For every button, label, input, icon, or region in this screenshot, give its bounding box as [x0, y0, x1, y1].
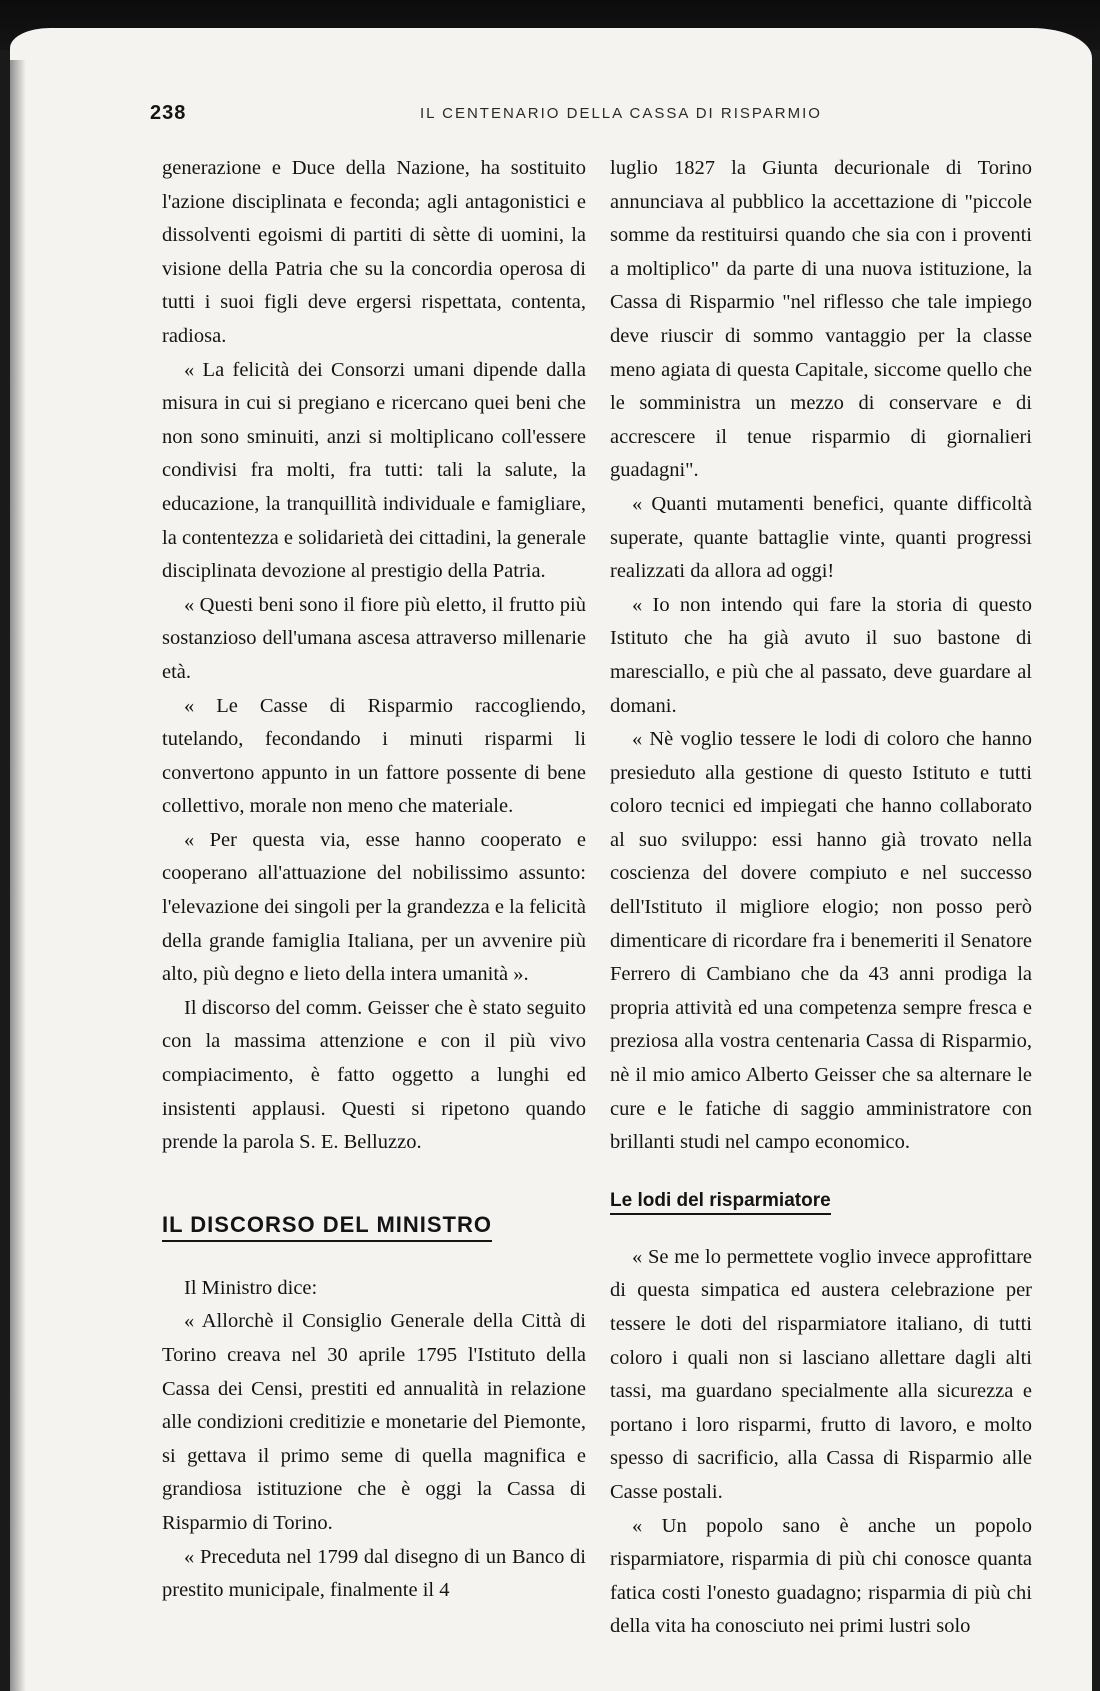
subsection-heading: Le lodi del risparmiatore [610, 1190, 831, 1215]
paragraph: « Le Casse di Risparmio raccogliendo, tutelando, fecondando i minuti risparmi li convertono appunto in un fattore possente di bene collettivo, morale non meno che materiale. [162, 694, 586, 818]
paragraph: « Se me lo permettete voglio invece approfittare di questa simpatica ed austera celebrazione per tessere le doti del risparmiatore italiano, di tutti coloro i quali non si lasciano allettare dagli alti tassi, ma guardano specialmente alla sicurezza e portano i loro risparmi, frutto di lavoro, e molto spesso di sacrificio, alla Cassa di Risparmio alle Casse postali. [610, 1245, 1032, 1503]
right-column [610, 152, 1032, 1644]
paragraph: Il Ministro dice: [184, 1276, 318, 1299]
running-head: IL CENTENARIO DELLA CASSA DI RISPARMIO [420, 105, 822, 122]
paragraph: « Io non intendo qui fare la storia di questo Istituto che ha già avuto il suo bastone di maresciallo, e più che al passato, deve guardare al domani. [610, 593, 1032, 717]
page-header [150, 102, 1050, 126]
paragraph: « Un popolo sano è anche un popolo risparmiatore, risparmia di più chi conosce quanta fatica costi l'onesto guadagno; risparmia di più chi della vita ha conosciuto nei primi lustri solo [610, 1514, 1032, 1638]
left-column [162, 152, 586, 1608]
section-heading: IL DISCORSO DEL MINISTRO [162, 1212, 492, 1242]
paragraph: luglio 1827 la Giunta decurionale di Torino annunciava al pubblico la accettazione di "piccole somme da restituirsi quando che sia con i proventi a moltiplico" da parte di una nuova istituzione, la Cassa di Risparmio "nel riflesso che tale impiego deve riuscir di sommo vantaggio per la classe meno agiata di questa Capitale, siccome quello che le somministra un mezzo di conservare e di accrescere il tenue risparmio di giornalieri guadagni". [610, 157, 1032, 482]
paragraph: « Nè voglio tessere le lodi di coloro che hanno presieduto alla gestione di questo Istituto e tutti coloro tecnici ed impiegati che hanno collaborato al suo sviluppo: essi hanno già trovato nella coscienza del dovere compiuto e nel successo dell'Istituto il migliore elogio; non posso però dimenticare di ricordare fra i benemeriti il Senatore Ferrero di Cambiano che da 43 anni prodiga la propria attività ed una competenza sempre fresca e preziosa alla vostra centenaria Cassa di Risparmio, nè il mio amico Alberto Geisser che sa alternare le cure e le fatiche di saggio amministratore con brillanti studi nel campo economico. [610, 728, 1032, 1154]
paragraph: Il discorso del comm. Geisser che è stato seguito con la massima attenzione e con il più vivo compiacimento, è fatto oggetto a lunghi ed insistenti applausi. Questi si ripetono quando prende la parola S. E. Belluzzo. [162, 996, 586, 1154]
page-gutter-shadow [10, 60, 26, 1691]
paragraph: « Per questa via, esse hanno cooperato e cooperano all'attuazione del nobilissimo assunto: l'elevazione dei singoli per la grandezza e la felicità della grande famiglia Italiana, per un avvenire più alto, più degno e lieto della intera umanità ». [162, 828, 586, 986]
paragraph: « La felicità dei Consorzi umani dipende dalla misura in cui si pregiano e ricercano quei beni che non sono sminuiti, anzi si moltiplicano coll'essere condivisi fra molti, fra tutti: tali la salute, la educazione, la tranquillità individuale e famigliare, la contentezza e solidarietà dei cittadini, la generale disciplinata devozione al prestigio della Patria. [162, 358, 586, 583]
paragraph: « Quanti mutamenti benefici, quante difficoltà superate, quante battaglie vinte, quanti progressi realizzati da allora ad oggi! [610, 492, 1032, 583]
paragraph: generazione e Duce della Nazione, ha sostituito l'azione disciplinata e feconda; agli antagonistici e dissolventi egoismi di partiti di sètte di uomini, la visione della Patria che su la concordia operosa di tutti i suoi figli deve ergersi rispettata, contenta, radiosa. [162, 157, 586, 347]
page-number: 238 [150, 102, 187, 124]
paragraph: « Allorchè il Consiglio Generale della Città di Torino creava nel 30 aprile 1795 l'Istituto della Cassa dei Censi, prestiti ed annualità in relazione alle condizioni creditizie e monetarie del Piemonte, si gettava il primo seme di quella magnifica e grandiosa istituzione che è oggi la Cassa di Risparmio di Torino. [162, 1310, 586, 1534]
paragraph: « Questi beni sono il fiore più eletto, il frutto più sostanzioso dell'umana ascesa attraverso millenarie età. [162, 593, 586, 683]
paragraph: « Preceduta nel 1799 dal disegno di un Banco di prestito municipale, finalmente il 4 [162, 1545, 586, 1602]
